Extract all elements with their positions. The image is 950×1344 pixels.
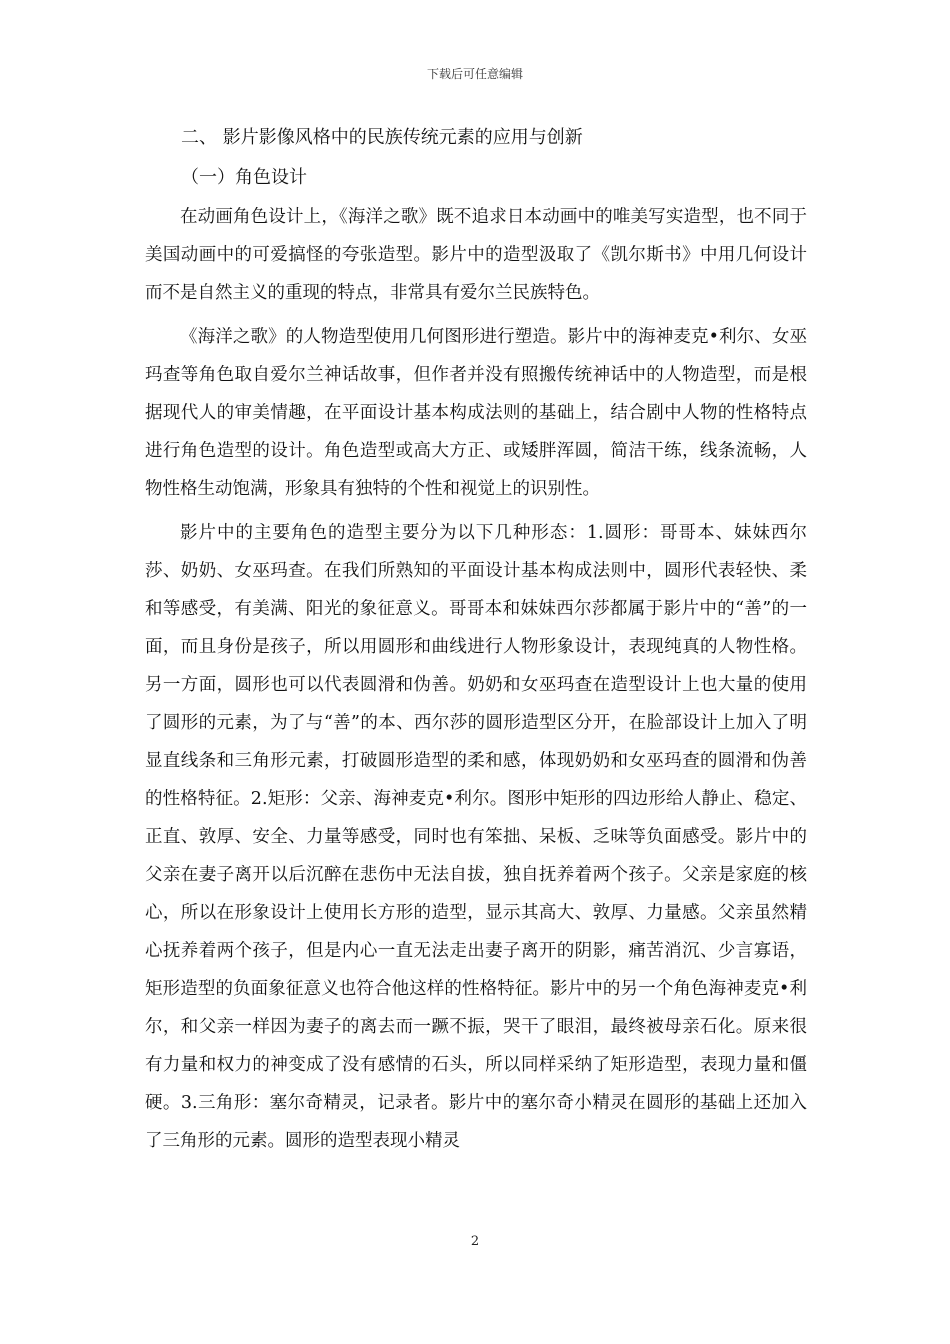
paragraph-3: 影片中的主要角色的造型主要分为以下几种形态：1.圆形：哥哥本、妹妹西尔莎、奶奶、女巫玛查。在我们所熟知的平面设计基本构成法则中，圆形代表轻快、柔和等感受，有美满、阳光的象征意义。哥哥本和妹妹西尔莎都属于影片中的“善”的一面，而且身份是孩子，所以用圆形和曲线进行人物形象设计，表现纯真的人物性格。另一方面，圆形也可以代表圆滑和伪善。奶奶和女巫玛查在造型设计上也大量的使用了圆形的元素，为了与“善”的本、西尔莎的圆形造型区分开，在脸部设计上加入了明显直线条和三角形元素，打破圆形造型的柔和感，体现奶奶和女巫玛查的圆滑和伪善的性格特征。2.矩形：父亲、海神麦克•利尔。图形中矩形的四边形给人静止、稳定、正直、敦厚、安全、力量等感受，同时也有笨拙、呆板、乏味等负面感受。影片中的父亲在妻子离开以后沉醉在悲伤中无法自拔，独自抚养着两个孩子。父亲是家庭的核心，所以在形象设计上使用长方形的造型，显示其高大、敦厚、力量感。父亲虽然精心抚养着两个孩子，但是内心一直无法走出妻子离开的阴影，痛苦消沉、少言寡语，矩形造型的负面象征意义也符合他这样的性格特征。影片中的另一个角色海神麦克•利尔，和父亲一样因为妻子的离去而一蹶不振，哭干了眼泪，最终被母亲石化。原来很有力量和权力的神变成了没有感情的石头，所以同样采纳了矩形造型，表现力量和僵硬。3.三角形：塞尔奇精灵，记录者。影片中的塞尔奇小精灵在圆形的基础上还加入了三角形的元素。圆形的造型表现小精灵 [145, 523, 807, 1151]
paragraph-2: 《海洋之歌》的人物造型使用几何图形进行塑造。影片中的海神麦克•利尔、女巫玛查等角色取自爱尔兰神话故事，但作者并没有照搬传统神话中的人物造型，而是根据现代人的审美情趣，在平面设计基本构成法则的基础上，结合剧中人物的性格特点进行角色造型的设计。角色造型或高大方正、或矮胖浑圆，简洁干练，线条流畅，人物性格生动饱满，形象具有独特的个性和视觉上的识别性。 [145, 327, 807, 499]
section-heading: 二、 影片影像风格中的民族传统元素的应用与创新 [181, 127, 583, 148]
subsection-heading: （一）角色设计 [181, 167, 307, 188]
page-number: 2 [470, 1234, 480, 1249]
paragraph-1: 在动画角色设计上，《海洋之歌》既不追求日本动画中的唯美写实造型，也不同于美国动画中的可爱搞怪的夸张造型。影片中的造型汲取了《凯尔斯书》中用几何设计而不是自然主义的重现的特点，非常具有爱尔兰民族特色。 [145, 207, 807, 303]
page-header: 下载后可任意编辑 [426, 67, 523, 81]
document-body [145, 118, 807, 1160]
